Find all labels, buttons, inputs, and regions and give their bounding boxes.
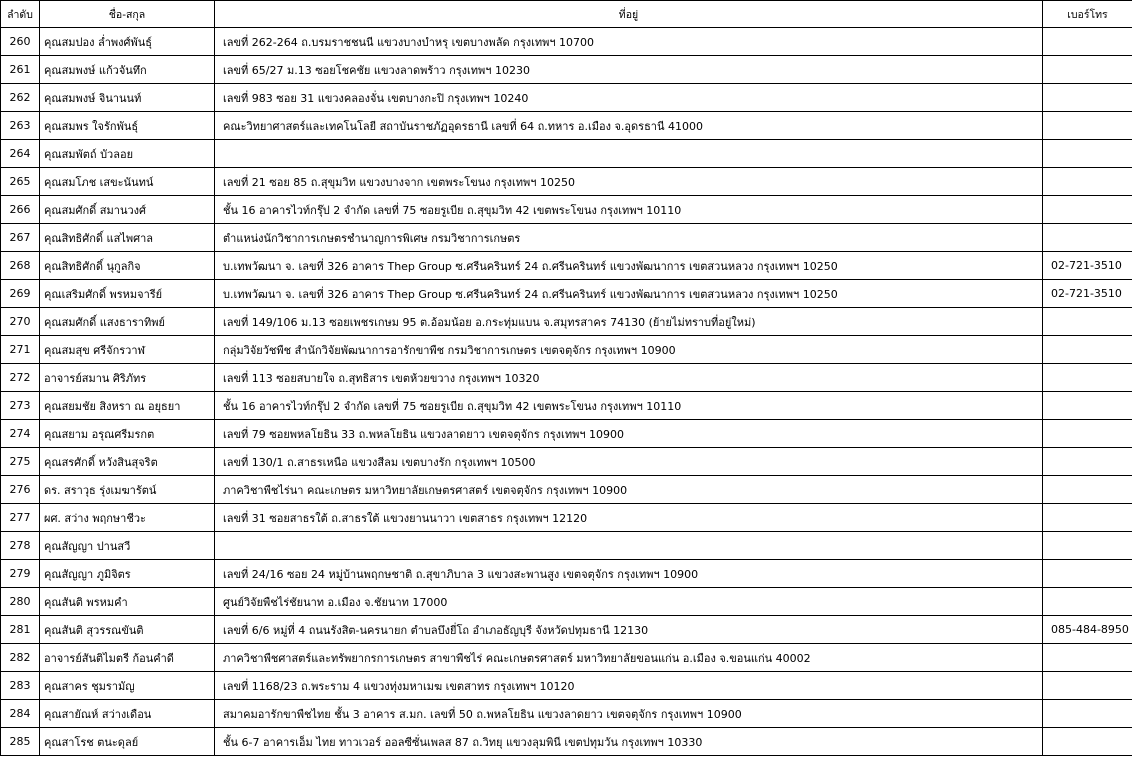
table-row (1, 308, 1132, 336)
cell-phone[interactable] (1043, 448, 1132, 476)
header-phone[interactable]: เบอร์โทร (1043, 1, 1132, 28)
cell-phone[interactable] (1043, 56, 1132, 84)
cell-number[interactable]: 260 (1, 28, 40, 56)
cell-address[interactable]: เลขที่ 6/6 หมู่ที่ 4 ถนนรังสิต-นครนายก ตำบลบึงยี่โถ อำเภอธัญบุรี จังหวัดปทุมธานี 12130 (215, 616, 1043, 644)
cell-address[interactable]: ศูนย์วิจัยพืชไร่ชัยนาท อ.เมือง จ.ชัยนาท 17000 (215, 588, 1043, 616)
header-name[interactable]: ชื่อ-สกุล (40, 1, 215, 28)
cell-name[interactable]: คุณสมพงษ์ แก้วจันทึก (40, 56, 215, 84)
cell-address[interactable]: กลุ่มวิจัยวัชพืช สำนักวิจัยพัฒนาการอารักขาพืช กรมวิชาการเกษตร เขตจตุจักร กรุงเทพฯ 10900 (215, 336, 1043, 364)
cell-address[interactable]: คณะวิทยาศาสตร์และเทคโนโลยี สถาบันราชภัฏอุดรธานี เลขที่ 64 ถ.ทหาร อ.เมือง จ.อุดรธานี 41000 (215, 112, 1043, 140)
cell-phone[interactable] (1043, 196, 1132, 224)
table-row (1, 364, 1132, 392)
cell-address[interactable]: ตำแหน่งนักวิชาการเกษตรชำนาญการพิเศษ กรมวิชาการเกษตร (215, 224, 1043, 252)
cell-address[interactable] (215, 532, 1043, 560)
cell-phone[interactable] (1043, 560, 1132, 588)
cell-name[interactable]: คุณสมปอง ล่ำพงศ์พันธุ์ (40, 28, 215, 56)
cell-phone[interactable] (1043, 308, 1132, 336)
cell-name[interactable]: คุณสรศักดิ์ หวังสินสุจริต (40, 448, 215, 476)
cell-number[interactable]: 275 (1, 448, 40, 476)
cell-number[interactable]: 269 (1, 280, 40, 308)
table-row (1, 140, 1132, 168)
table-row (1, 728, 1132, 756)
cell-name[interactable]: คุณสมโภช เสขะนันทน์ (40, 168, 215, 196)
cell-name[interactable]: คุณสาคร ชุมรามัญ (40, 672, 215, 700)
cell-number[interactable]: 274 (1, 420, 40, 448)
cell-phone[interactable] (1043, 112, 1132, 140)
cell-number[interactable]: 273 (1, 392, 40, 420)
table-row (1, 476, 1132, 504)
table-row (1, 112, 1132, 140)
table-row (1, 560, 1132, 588)
cell-phone[interactable] (1043, 140, 1132, 168)
cell-address[interactable]: ภาควิชาพืชไร่นา คณะเกษตร มหาวิทยาลัยเกษตรศาสตร์ เขตจตุจักร กรุงเทพฯ 10900 (215, 476, 1043, 504)
cell-name[interactable]: คุณสิทธิศักดิ์ แสไพศาล (40, 224, 215, 252)
cell-address[interactable]: เลขที่ 79 ซอยพหลโยธิน 33 ถ.พหลโยธิน แขวงลาดยาว เขตจตุจักร กรุงเทพฯ 10900 (215, 420, 1043, 448)
cell-number[interactable]: 276 (1, 476, 40, 504)
cell-phone[interactable] (1043, 728, 1132, 756)
cell-phone[interactable] (1043, 476, 1132, 504)
cell-number[interactable]: 284 (1, 700, 40, 728)
cell-number[interactable]: 283 (1, 672, 40, 700)
cell-address[interactable]: เลขที่ 149/106 ม.13 ซอยเพชรเกษม 95 ต.อ้อมน้อย อ.กระทุ่มแบน จ.สมุทรสาคร 74130 (ย้ายไม่ทราบที่อยู่ใหม่) (215, 308, 1043, 336)
cell-number[interactable]: 285 (1, 728, 40, 756)
table-row (1, 28, 1132, 56)
cell-name[interactable]: ผศ. สว่าง พฤกษาชีวะ (40, 504, 215, 532)
cell-name[interactable]: คุณสมศักดิ์ สมานวงศ์ (40, 196, 215, 224)
cell-name[interactable]: คุณสัญญา ภูมิจิตร (40, 560, 215, 588)
cell-phone[interactable]: 02-721-3510 (1043, 252, 1132, 280)
cell-phone[interactable] (1043, 224, 1132, 252)
cell-phone[interactable] (1043, 504, 1132, 532)
table-row (1, 280, 1132, 308)
cell-name[interactable]: คุณสัญญา ปานสวี (40, 532, 215, 560)
cell-phone[interactable] (1043, 532, 1132, 560)
cell-name[interactable]: คุณสมพงษ์ จินานนท์ (40, 84, 215, 112)
cell-number[interactable]: 262 (1, 84, 40, 112)
cell-address[interactable]: บ.เทพวัฒนา จ. เลขที่ 326 อาคาร Thep Group ซ.ศรีนครินทร์ 24 ถ.ศรีนครินทร์ แขวงพัฒนาการ เขตสวนหลวง กรุงเทพฯ 10250 (215, 280, 1043, 308)
cell-number[interactable]: 272 (1, 364, 40, 392)
cell-phone[interactable]: 085-484-8950 (1043, 616, 1132, 644)
cell-number[interactable]: 277 (1, 504, 40, 532)
header-no[interactable]: ลำดับ (1, 1, 40, 28)
cell-address[interactable]: ชั้น 16 อาคารไวท์กรุ๊ป 2 จำกัด เลขที่ 75 ซอยรูเบีย ถ.สุขุมวิท 42 เขตพระโขนง กรุงเทพฯ 10110 (215, 392, 1043, 420)
cell-number[interactable]: 270 (1, 308, 40, 336)
cell-address[interactable]: เลขที่ 21 ซอย 85 ถ.สุขุมวิท แขวงบางจาก เขตพระโขนง กรุงเทพฯ 10250 (215, 168, 1043, 196)
cell-number[interactable]: 278 (1, 532, 40, 560)
table-row (1, 224, 1132, 252)
table-row (1, 448, 1132, 476)
cell-name[interactable]: คุณสมพัตถ์ บัวลอย (40, 140, 215, 168)
cell-address[interactable]: บ.เทพวัฒนา จ. เลขที่ 326 อาคาร Thep Group ซ.ศรีนครินทร์ 24 ถ.ศรีนครินทร์ แขวงพัฒนาการ เขตสวนหลวง กรุงเทพฯ 10250 (215, 252, 1043, 280)
cell-name[interactable]: คุณสาโรช ตนะดุลย์ (40, 728, 215, 756)
cell-name[interactable]: คุณสมพร ใจรักพันธุ์ (40, 112, 215, 140)
cell-name[interactable]: คุณเสริมศักดิ์ พรหมจารีย์ (40, 280, 215, 308)
cell-name[interactable]: คุณสยาม อรุณศรีมรกต (40, 420, 215, 448)
cell-phone[interactable]: 02-721-3510 (1043, 280, 1132, 308)
cell-phone[interactable] (1043, 336, 1132, 364)
cell-address[interactable]: เลขที่ 65/27 ม.13 ซอยโชคชัย แขวงลาดพร้าว กรุงเทพฯ 10230 (215, 56, 1043, 84)
cell-name[interactable]: คุณสันติ พรหมคำ (40, 588, 215, 616)
table-row (1, 672, 1132, 700)
cell-address[interactable]: เลขที่ 262-264 ถ.บรมราชชนนี แขวงบางบำหรุ เขตบางพลัด กรุงเทพฯ 10700 (215, 28, 1043, 56)
cell-name[interactable]: คุณสันติ สุวรรณขันติ (40, 616, 215, 644)
cell-phone[interactable] (1043, 168, 1132, 196)
cell-phone[interactable] (1043, 364, 1132, 392)
cell-name[interactable]: คุณสายัณห์ สว่างเดือน (40, 700, 215, 728)
cell-phone[interactable] (1043, 672, 1132, 700)
cell-name[interactable]: คุณสิทธิศักดิ์ นุกูลกิจ (40, 252, 215, 280)
cell-address[interactable]: ชั้น 16 อาคารไวท์กรุ๊ป 2 จำกัด เลขที่ 75 ซอยรูเบีย ถ.สุขุมวิท 42 เขตพระโขนง กรุงเทพฯ 10110 (215, 196, 1043, 224)
table-body (1, 28, 1132, 756)
table-row (1, 420, 1132, 448)
cell-number[interactable]: 281 (1, 616, 40, 644)
table-row (1, 56, 1132, 84)
cell-number[interactable]: 267 (1, 224, 40, 252)
table-row (1, 168, 1132, 196)
table-row (1, 336, 1132, 364)
table-row (1, 532, 1132, 560)
cell-number[interactable]: 280 (1, 588, 40, 616)
header-row (1, 1, 1132, 28)
table-row (1, 700, 1132, 728)
cell-name[interactable]: คุณสมสุข ศรีจักรวาฬ (40, 336, 215, 364)
table-row (1, 644, 1132, 672)
cell-phone[interactable] (1043, 28, 1132, 56)
cell-address[interactable]: เลขที่ 130/1 ถ.สาธรเหนือ แขวงสีลม เขตบางรัก กรุงเทพฯ 10500 (215, 448, 1043, 476)
table-row (1, 616, 1132, 644)
cell-name[interactable]: คุณสยมชัย สิงหรา ณ อยุธยา (40, 392, 215, 420)
cell-number[interactable]: 261 (1, 56, 40, 84)
cell-number[interactable]: 282 (1, 644, 40, 672)
cell-phone[interactable] (1043, 588, 1132, 616)
cell-address[interactable]: เลขที่ 113 ซอยสบายใจ ถ.สุทธิสาร เขตห้วยขวาง กรุงเทพฯ 10320 (215, 364, 1043, 392)
table-row (1, 504, 1132, 532)
cell-address[interactable]: เลขที่ 1168/23 ถ.พระราม 4 แขวงทุ่งมหาเมฆ เขตสาทร กรุงเทพฯ 10120 (215, 672, 1043, 700)
cell-address[interactable]: ชั้น 6-7 อาคารเอ็ม ไทย ทาวเวอร์ ออลซีซั่นเพลส 87 ถ.วิทยุ แขวงลุมพินี เขตปทุมวัน กรุงเทพฯ 10330 (215, 728, 1043, 756)
cell-address[interactable]: เลขที่ 983 ซอย 31 แขวงคลองจั่น เขตบางกะปิ กรุงเทพฯ 10240 (215, 84, 1043, 112)
table-row (1, 392, 1132, 420)
cell-phone[interactable] (1043, 644, 1132, 672)
cell-number[interactable]: 268 (1, 252, 40, 280)
cell-phone[interactable] (1043, 84, 1132, 112)
cell-address[interactable] (215, 140, 1043, 168)
cell-name[interactable]: ดร. สราวุธ รุ่งเมฆารัตน์ (40, 476, 215, 504)
cell-name[interactable]: คุณสมศักดิ์ แสงธาราทิพย์ (40, 308, 215, 336)
cell-address[interactable]: ภาควิชาพืชศาสตร์และทรัพยากรการเกษตร สาขาพืชไร่ คณะเกษตรศาสตร์ มหาวิทยาลัยขอนแก่น อ.เมือง จ.ขอนแก่น 40002 (215, 644, 1043, 672)
cell-address[interactable]: เลขที่ 24/16 ซอย 24 หมู่บ้านพฤกษชาติ ถ.สุขาภิบาล 3 แขวงสะพานสูง เขตจตุจักร กรุงเทพฯ 10900 (215, 560, 1043, 588)
cell-number[interactable]: 266 (1, 196, 40, 224)
cell-name[interactable]: อาจารย์สันติไมตรี ก้อนคำดี (40, 644, 215, 672)
cell-phone[interactable] (1043, 700, 1132, 728)
cell-phone[interactable] (1043, 392, 1132, 420)
cell-number[interactable]: 265 (1, 168, 40, 196)
cell-number[interactable]: 264 (1, 140, 40, 168)
cell-name[interactable]: อาจารย์สมาน ศิริภัทร (40, 364, 215, 392)
cell-address[interactable]: เลขที่ 31 ซอยสาธรใต้ ถ.สาธรใต้ แขวงยานนาวา เขตสาธร กรุงเทพฯ 12120 (215, 504, 1043, 532)
table-row (1, 196, 1132, 224)
cell-phone[interactable] (1043, 420, 1132, 448)
cell-number[interactable]: 271 (1, 336, 40, 364)
cell-number[interactable]: 279 (1, 560, 40, 588)
table-row (1, 84, 1132, 112)
cell-number[interactable]: 263 (1, 112, 40, 140)
table-row (1, 588, 1132, 616)
cell-address[interactable]: สมาคมอารักขาพืชไทย ชั้น 3 อาคาร ส.มก. เลขที่ 50 ถ.พหลโยธิน แขวงลาดยาว เขตจตุจักร กรุงเทพฯ 10900 (215, 700, 1043, 728)
table-row (1, 252, 1132, 280)
header-address[interactable]: ที่อยู่ (215, 1, 1043, 28)
